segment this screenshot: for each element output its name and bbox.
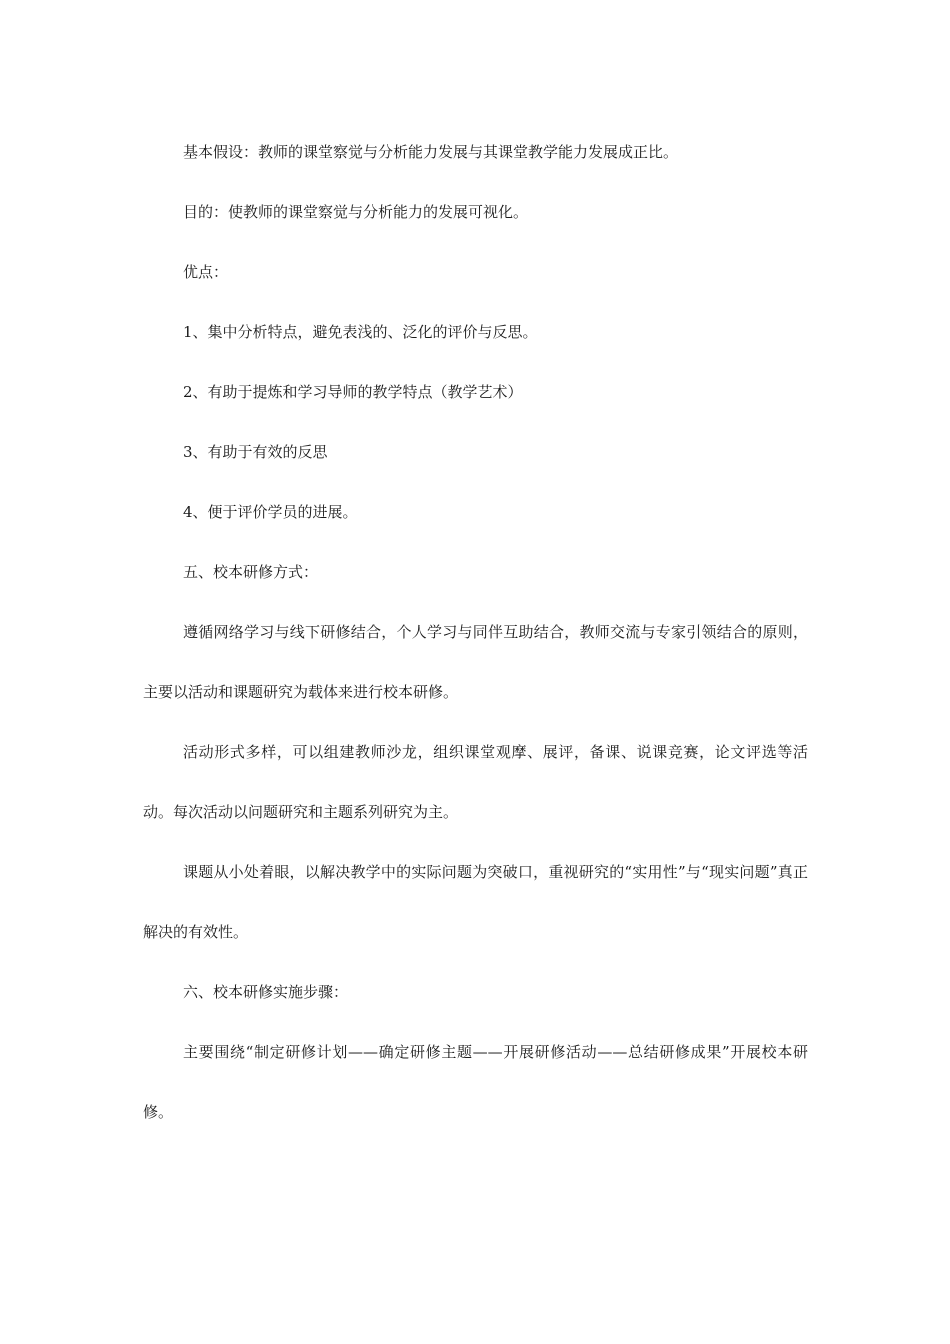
paragraph-research-topics: 课题从小处着眼，以解决教学中的实际问题为突破口，重视研究的“实用性”与“现实问题”真正解决的有效性。 — [143, 863, 808, 941]
paragraph-purpose: 目的：使教师的课堂察觉与分析能力的发展可视化。 — [183, 203, 529, 221]
section-heading-5: 五、校本研修方式： — [183, 563, 319, 581]
paragraph-advantages-heading: 优点： — [183, 263, 229, 281]
list-item-advantage-3: 3、有助于有效的反思 — [183, 443, 328, 461]
paragraph-implementation-steps: 主要围绕“制定研修计划——确定研修主题——开展研修活动——总结研修成果”开展校本研修。 — [143, 1043, 808, 1121]
paragraph-activity-forms: 活动形式多样，可以组建教师沙龙，组织课堂观摩、展评，备课、说课竞赛，论文评选等活动。每次活动以问题研究和主题系列研究为主。 — [143, 743, 808, 821]
list-item-advantage-4: 4、便于评价学员的进展。 — [183, 503, 358, 521]
paragraph-method-principle: 遵循网络学习与线下研修结合，个人学习与同伴互助结合，教师交流与专家引领结合的原则，主要以活动和课题研究为载体来进行校本研修。 — [143, 623, 808, 701]
section-heading-6: 六、校本研修实施步骤： — [183, 983, 349, 1001]
list-item-advantage-1: 1、集中分析特点，避免表浅的、泛化的评价与反思。 — [183, 323, 538, 341]
paragraph-basic-assumption: 基本假设：教师的课堂察觉与分析能力发展与其课堂教学能力发展成正比。 — [183, 143, 679, 161]
list-item-advantage-2: 2、有助于提炼和学习导师的教学特点（教学艺术） — [183, 383, 523, 401]
document-body — [143, 122, 808, 1142]
